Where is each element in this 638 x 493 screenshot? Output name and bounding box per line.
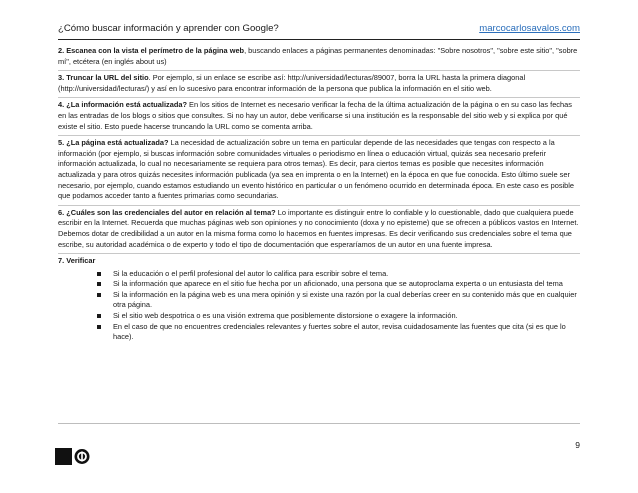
list-item: Si la información que aparece en el sitio fue hecha por un aficionado, una persona que se autoproclama experta o un entusiasta del tema xyxy=(97,279,580,290)
section-6 xyxy=(58,206,580,254)
section-3-label: 3. Truncar la URL del sitio xyxy=(58,73,149,83)
section-2-text: , buscando enlaces a páginas permanentes denominadas: "Sobre nosotros", "sobre este sitio", "sobre mí", etcétera (en inglés about us) xyxy=(58,46,578,66)
section-7 xyxy=(58,254,580,346)
section-4 xyxy=(58,98,580,136)
square-bullet-icon xyxy=(97,293,101,297)
section-6-text: Lo importante es distinguir entre lo confiable y lo cuestionable, dado que cualquiera puede escribir en la Internet. Recuerda que muchas páginas web son opiniones y no conocimiento (doxa y no episteme) que se ofrecen a públicos vastos en Internet. Debemos dotar de credibilidad a un autor en la misma forma como lo hacemos en fuentes impresas. Es decir verificando sus credenciales sobre el tema que escribe, su autoridad académica o de experto y todo el tipo de documentación que esperaríamos de un autor en una fuente impresa. xyxy=(58,207,579,249)
section-2-label: 2. Escanea con la vista el perímetro de la página web xyxy=(58,46,245,55)
page-number: 9 xyxy=(575,440,580,450)
section-6-label: 6. ¿Cuáles son las credenciales del autor en relación al tema? xyxy=(58,207,276,217)
section-5-label: 5. ¿La página está actualizada? xyxy=(58,138,169,148)
list-item: Si la información en la página web es una mera opinión y si existe una razón por la cual deberías creer en su contenido más que en cualquier otra página. xyxy=(97,290,580,311)
section-2 xyxy=(58,44,580,71)
verify-list xyxy=(58,269,580,343)
section-3-text: . Por ejemplo, si un enlace se escribe así: http://universidad/lecturas/89007, borra la URL hasta la primera diagonal (http://universidad/lecturas/) y así en lo sucesivo para encontrar información de la persona que publica la información en el sitio web. xyxy=(58,73,526,93)
document-title: ¿Cómo buscar información y aprender con Google? xyxy=(58,23,279,34)
square-bullet-icon xyxy=(97,314,101,318)
list-item: Si la educación o el perfil profesional del autor lo califica para escribir sobre el tema. xyxy=(97,269,580,280)
section-4-text: En los sitios de Internet es necesario verificar la fecha de la última actualización de la página o en su caso las fechas en las entradas de los blogs o sitios que consultes. Si no hay un autor, debe verificarse si una institución es la responsable del sitio web y si explica por qué existe el sitio. Esto puede hacerse truncando la URL como se comenta arriba. xyxy=(58,100,572,131)
section-5 xyxy=(58,136,580,206)
square-bullet-icon xyxy=(97,272,101,276)
list-item: Si el sitio web despotrica o es una visión extrema que posiblemente distorsione o exagere la información. xyxy=(97,311,580,322)
website-link[interactable]: marcocarlosavalos.com xyxy=(479,23,580,34)
section-5-text: La necesidad de actualización sobre un tema en particular depende de las necesidades que tengas con respecto a la información (por ejemplo, si buscas información sobre comunidades virtuales o periodismo en línea o educación virtual, quizás sea necesario preferir información actualizada, lo cual no necesariamente se requiera para otros temas). Es decir, para ciertos temas es posible que necesites información actualizada y para otros quizás necesites información publicada (ya sea en imprenta o en la Internet) en la época en que fue conocida. Esto último suele ser necesario, por ejemplo, cuando estamos estudiando un evento histórico en particular o un fenómeno ocurrido en determinada época. En este caso es posible que podamos acceder tanto a fuentes primarias como secundarias. xyxy=(58,138,575,201)
header-rule xyxy=(58,39,580,40)
section-7-label: 7. Verificar xyxy=(58,256,96,266)
page-header xyxy=(58,22,580,36)
footer-rule xyxy=(58,423,580,424)
section-4-label: 4. ¿La información está actualizada? xyxy=(58,100,187,110)
logo-icon xyxy=(55,448,93,465)
square-bullet-icon xyxy=(97,282,101,286)
square-bullet-icon xyxy=(97,325,101,329)
list-item: En el caso de que no encuentres credenciales relevantes y fuertes sobre el autor, revisa cuidadosamente las fuentes que cita (si es que lo hace). xyxy=(97,322,580,343)
section-3 xyxy=(58,71,580,98)
document-body xyxy=(58,44,580,346)
